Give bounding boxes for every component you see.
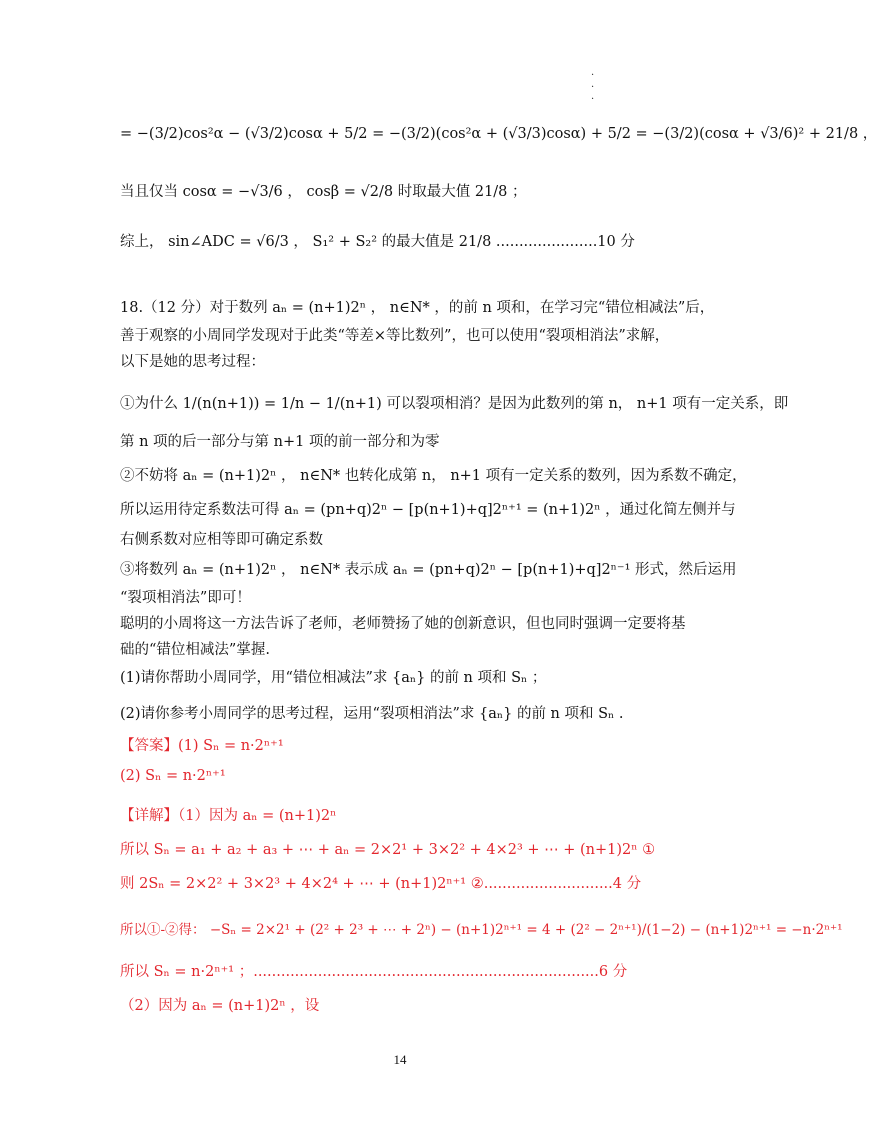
formula-cos-alpha: = −(3/2)cos²α − (√3/2)cosα + 5/2 = −(3/2)(cos²α + (√3/3)cosα) + 5/2 = −(3/2)(cosα + √3/6)² + 21/8 ， xyxy=(120,126,877,142)
q18-intro-1: 18.（12 分）对于数列 aₙ = (n+1)2ⁿ ， n∈N* ，的前 n 项和，在学习完“错位相减法”后， xyxy=(120,300,715,316)
detail-3: 则 2Sₙ = 2×2² + 3×2³ + 4×2⁴ + ⋯ + (n+1)2ⁿ⁺¹ ②............................4 分 xyxy=(120,876,642,892)
detail-6: （2）因为 aₙ = (n+1)2ⁿ ，设 xyxy=(120,998,320,1014)
q18-step1-a: ①为什么 1/(n(n+1)) = 1/n − 1/(n+1) 可以裂项相消？是因为此数列的第 n， n+1 项有一定关系，即 xyxy=(120,396,789,412)
q18-story-2: 础的“错位相减法”掌握. xyxy=(120,642,270,658)
answer-2: (2) Sₙ = n·2ⁿ⁺¹ xyxy=(120,768,226,784)
max-condition: 当且仅当 cosα = −√3/6 ， cosβ = √2/8 时取最大值 21/8 ； xyxy=(120,184,527,200)
answer-1: 【答案】(1) Sₙ = n·2ⁿ⁺¹ xyxy=(120,738,284,754)
q18-step2-b: 所以运用待定系数法可得 aₙ = (pn+q)2ⁿ − [p(n+1)+q]2ⁿ⁺¹ = (n+1)2ⁿ ，通过化简左侧并与 xyxy=(120,502,736,518)
q18-story-1: 聪明的小周将这一方法告诉了老师，老师赞扬了她的创新意识，但也同时强调一定要将基 xyxy=(120,616,686,632)
q18-part2: (2)请你参考小周同学的思考过程，运用“裂项相消法”求 {aₙ} 的前 n 项和 Sₙ . xyxy=(120,706,624,722)
q18-part1: (1)请你帮助小周同学，用“错位相减法”求 {aₙ} 的前 n 项和 Sₙ ； xyxy=(120,670,547,686)
detail-1: 【详解】（1）因为 aₙ = (n+1)2ⁿ xyxy=(120,808,337,824)
corner-dots: · · · xyxy=(591,70,595,105)
conclusion-17: 综上， sin∠ADC = √6/3 ， S₁² + S₂² 的最大值是 21/8 ......................10 分 xyxy=(120,234,635,250)
q18-step3-a: ③将数列 aₙ = (n+1)2ⁿ ， n∈N* 表示成 aₙ = (pn+q)2ⁿ − [p(n+1)+q]2ⁿ⁻¹ 形式，然后运用 xyxy=(120,562,737,578)
page-number: 14 xyxy=(393,1052,407,1067)
detail-2: 所以 Sₙ = a₁ + a₂ + a₃ + ⋯ + aₙ = 2×2¹ + 3×2² + 4×2³ + ⋯ + (n+1)2ⁿ ① xyxy=(120,842,656,858)
q18-step1-b: 第 n 项的后一部分与第 n+1 项的前一部分和为零 xyxy=(120,434,440,450)
q18-step2-a: ②不妨将 aₙ = (n+1)2ⁿ ， n∈N* 也转化成第 n， n+1 项有一定关系的数列，因为系数不确定， xyxy=(120,468,747,484)
q18-step2-c: 右侧系数对应相等即可确定系数 xyxy=(120,532,323,548)
detail-5: 所以 Sₙ = n·2ⁿ⁺¹ ；...........................................................................6 分 xyxy=(120,964,628,980)
q18-intro-2: 善于观察的小周同学发现对于此类“等差×等比数列”，也可以使用“裂项相消法”求解， xyxy=(120,328,670,344)
detail-4: 所以①-②得： −Sₙ = 2×2¹ + (2² + 2³ + ⋯ + 2ⁿ) − (n+1)2ⁿ⁺¹ = 4 + (2² − 2ⁿ⁺¹)/(1−2) − (n+1)2ⁿ⁺¹ = −n·2ⁿ⁺¹ xyxy=(120,922,843,938)
q18-step3-b: “裂项相消法”即可！ xyxy=(120,590,251,606)
q18-intro-3: 以下是她的思考过程： xyxy=(120,354,265,370)
